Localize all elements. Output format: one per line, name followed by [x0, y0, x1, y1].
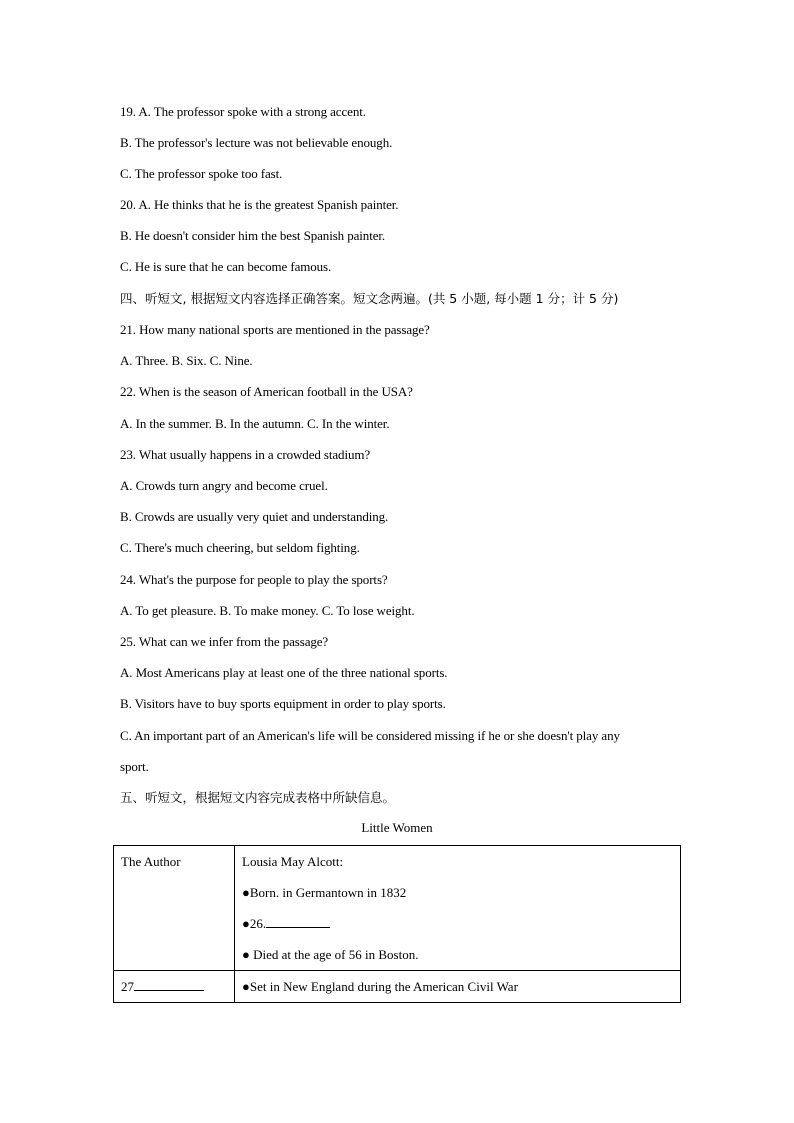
question-20-option-b: B. He doesn't consider him the best Spanish painter. — [120, 228, 386, 243]
author-died: ● Died at the age of 56 in Boston. — [242, 947, 419, 962]
blank-27-answer[interactable] — [134, 976, 204, 991]
question-19-option-c: C. The professor spoke too fast. — [120, 166, 283, 181]
blank-27-label: 27 — [121, 979, 134, 994]
question-24-options: A. To get pleasure. B. To make money. C. To lose weight. — [120, 603, 415, 618]
section-4-heading: 四、听短文, 根据短文内容选择正确答案。短文念两遍。(共 5 小题, 每小题 1 分；计 5 分) — [120, 291, 619, 306]
author-name: Lousia May Alcott: — [242, 854, 344, 869]
info-table — [113, 845, 681, 1003]
question-23-option-a: A. Crowds turn angry and become cruel. — [120, 478, 328, 493]
question-25-option-b: B. Visitors have to buy sports equipment in order to play sports. — [120, 696, 446, 711]
blank-27-cell — [114, 971, 235, 1003]
question-21: 21. How many national sports are mentioned in the passage? — [120, 322, 430, 337]
author-label: The Author — [121, 854, 181, 869]
question-23-option-c: C. There's much cheering, but seldom fighting. — [120, 540, 360, 555]
question-25-option-c: C. An important part of an American's life will be considered missing if he or she doesn't play any — [120, 728, 620, 743]
section-5-heading: 五、听短文，根据短文内容完成表格中所缺信息。 — [120, 790, 396, 805]
author-born: ●Born. in Germantown in 1832 — [242, 885, 407, 900]
blank-26-line — [235, 908, 680, 939]
table-row — [114, 846, 681, 971]
author-label-cell — [114, 846, 235, 971]
question-20-option-c: C. He is sure that he can become famous. — [120, 259, 332, 274]
question-20-option-a: 20. A. He thinks that he is the greatest Spanish painter. — [120, 197, 399, 212]
question-19-option-b: B. The professor's lecture was not believable enough. — [120, 135, 393, 150]
setting-text: ●Set in New England during the American Civil War — [242, 979, 518, 994]
blank-26-answer[interactable] — [266, 913, 330, 928]
question-22-options: A. In the summer. B. In the autumn. C. In the winter. — [120, 416, 390, 431]
question-25-option-c-continued: sport. — [120, 759, 149, 774]
table-title: Little Women — [361, 820, 433, 835]
table-row — [114, 971, 681, 1003]
author-info-cell — [235, 846, 681, 971]
question-23-option-b: B. Crowds are usually very quiet and understanding. — [120, 509, 389, 524]
question-25-option-a: A. Most Americans play at least one of the three national sports. — [120, 665, 448, 680]
question-21-options: A. Three. B. Six. C. Nine. — [120, 353, 253, 368]
question-22: 22. When is the season of American football in the USA? — [120, 384, 413, 399]
question-19-option-a: 19. A. The professor spoke with a strong accent. — [120, 104, 366, 119]
question-23: 23. What usually happens in a crowded stadium? — [120, 447, 371, 462]
question-25: 25. What can we infer from the passage? — [120, 634, 329, 649]
blank-27-line — [114, 971, 234, 1002]
blank-26-label: ●26. — [242, 916, 267, 931]
setting-cell — [235, 971, 681, 1003]
question-24: 24. What's the purpose for people to play the sports? — [120, 572, 388, 587]
